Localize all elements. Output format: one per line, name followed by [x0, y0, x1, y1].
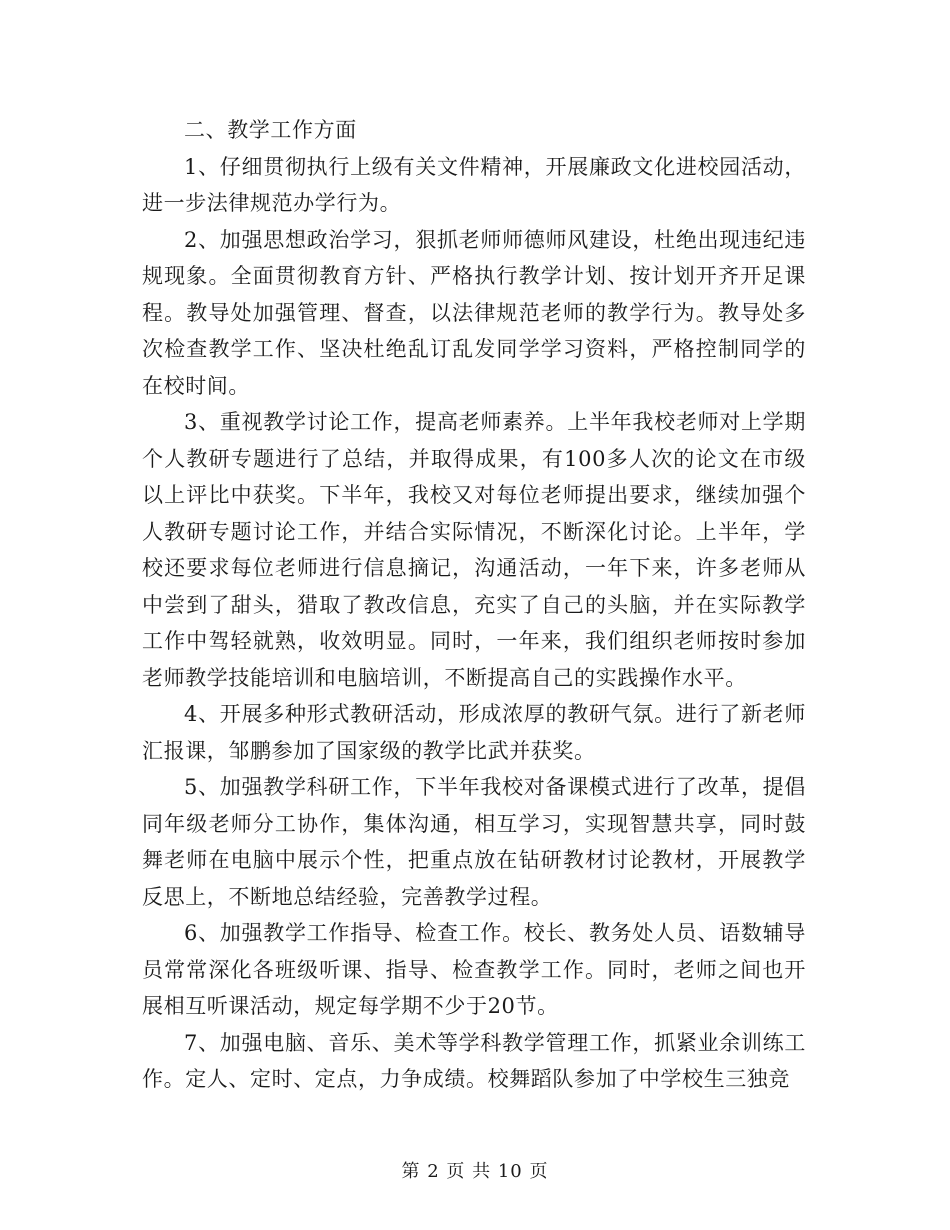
paragraph-5: 5、加强教学科研工作，下半年我校对备课模式进行了改革，提倡同年级老师分工协作，集体沟通，相互学习，实现智慧共享，同时鼓舞老师在电脑中展示个性，把重点放在钻研教材讨论教材，开展教学反思上，不断地总结经验，完善教学过程。 — [142, 775, 806, 909]
paragraph-6: 6、加强教学工作指导、检查工作。校长、教务处人员、语数辅导员常常深化各班级听课、指导、检查教学工作。同时，老师之间也开展相互听课活动，规定每学期不少于20节。 — [142, 921, 806, 1018]
paragraph-1: 1、仔细贯彻执行上级有关文件精神，开展廉政文化进校园活动，进一步法律规范办学行为。 — [142, 154, 806, 215]
paragraph-4: 4、开展多种形式教研活动，形成浓厚的教研气氛。进行了新老师汇报课，邹鹏参加了国家级的教学比武并获奖。 — [142, 702, 806, 763]
document-body — [142, 112, 806, 1098]
paragraph-3: 3、重视教学讨论工作，提高老师素养。上半年我校老师对上学期个人教研专题进行了总结，并取得成果，有100多人次的论文在市级以上评比中获奖。下半年，我校又对每位老师提出要求，继续加强个人教研专题讨论工作，并结合实际情况，不断深化讨论。上半年，学校还要求每位老师进行信息摘记，沟通活动，一年下来，许多老师从中尝到了甜头，猎取了教改信息，充实了自己的头脑，并在实际教学工作中驾轻就熟，收效明显。同时，一年来，我们组织老师按时参加老师教学技能培训和电脑培训，不断提高自己的实践操作水平。 — [142, 410, 806, 690]
paragraph-2: 2、加强思想政治学习，狠抓老师师德师风建设，杜绝出现违纪违规现象。全面贯彻教育方针、严格执行教学计划、按计划开齐开足课程。教导处加强管理、督查，以法律规范老师的教学行为。教导处多次检查教学工作、坚决杜绝乱订乱发同学学习资料，严格控制同学的在校时间。 — [142, 227, 806, 398]
section-heading: 二、教学工作方面 — [184, 118, 357, 142]
paragraph-7: 7、加强电脑、音乐、美术等学科教学管理工作，抓紧业余训练工作。定人、定时、定点，力争成绩。校舞蹈队参加了中学校生三独竞 — [142, 1030, 806, 1091]
page-number-footer: 第 2 页 共 10 页 — [401, 1161, 549, 1182]
